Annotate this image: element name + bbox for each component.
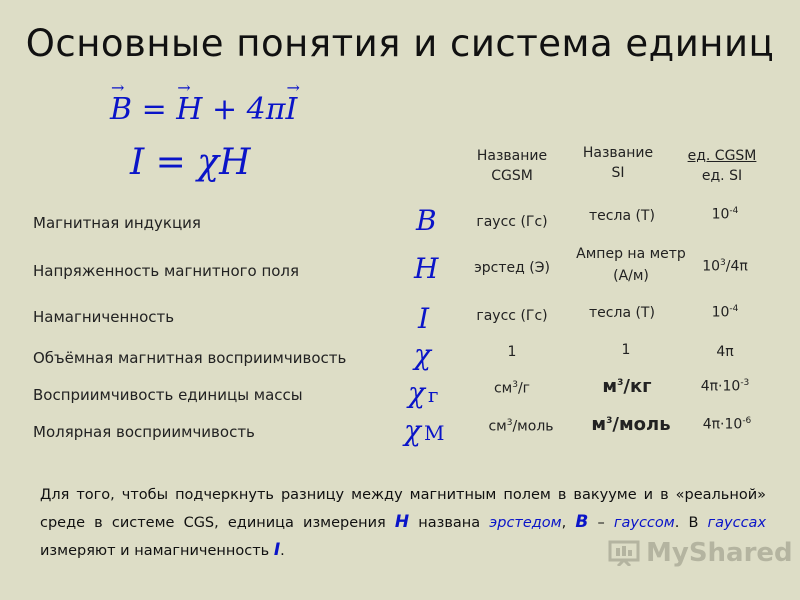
vector-i: → I xyxy=(285,92,297,127)
cgsm-unit: гаусс (Гс) xyxy=(476,214,548,230)
para-symbol-b: В xyxy=(575,512,589,532)
unit-exp: 3 xyxy=(617,378,624,388)
header-ratio xyxy=(672,146,772,186)
para-term-gauss: гауссом xyxy=(613,515,675,531)
para-text: . xyxy=(280,543,285,559)
chi-glyph: χ xyxy=(404,414,421,447)
para-text: , xyxy=(561,515,576,531)
header-cgsm xyxy=(462,146,562,186)
plus-4pi: + 4π xyxy=(202,92,286,127)
si-unit: тесла (Т) xyxy=(589,305,655,321)
header-cgsm-line2: CGSM xyxy=(491,168,533,184)
unit-exp: 3 xyxy=(506,418,513,428)
chi-subscript: г xyxy=(427,383,439,407)
unit-tail: /моль xyxy=(512,418,554,435)
para-text: Для того, чтобы подчеркнуть разницу между магнитным полем в вакууме и в «реальной» среде в системе CGS, единица измерения xyxy=(40,487,766,531)
unit-tail: /моль xyxy=(612,414,671,435)
unit-base: см xyxy=(493,380,513,397)
ratio xyxy=(680,304,770,321)
unit-tail: /кг xyxy=(623,376,652,397)
formula-b-h-i xyxy=(110,92,297,127)
row-label: Напряженность магнитного поля xyxy=(33,262,300,280)
header-si xyxy=(568,143,668,183)
unit-tail: /г xyxy=(517,380,531,397)
si-unit xyxy=(572,376,682,397)
para-text: – xyxy=(588,515,614,531)
row-label: Намагниченность xyxy=(33,308,175,326)
cgsm-unit: гаусс (Гс) xyxy=(476,308,548,324)
chi-glyph: χ xyxy=(408,376,425,409)
ratio xyxy=(680,378,770,395)
formula-i-chi-h: I = χH xyxy=(130,142,251,183)
ratio-base: 10 xyxy=(711,304,730,321)
header-si-line1: Название xyxy=(582,145,654,161)
ratio-base: 4π·10 xyxy=(700,378,741,395)
ratio-base: 10 xyxy=(702,258,721,275)
row-label: Молярная восприимчивость xyxy=(33,423,255,441)
header-cgsm-line1: Название xyxy=(476,148,548,164)
row-label: Восприимчивость единицы массы xyxy=(33,386,303,404)
ratio-exp: -6 xyxy=(742,416,752,426)
ratio xyxy=(680,344,770,360)
ratio xyxy=(680,258,770,275)
ratio-exp: -4 xyxy=(729,304,739,314)
para-text: измеряют и намагниченность xyxy=(40,543,274,559)
ratio-exp: -3 xyxy=(740,378,750,388)
unit-base: м xyxy=(602,376,618,397)
ratio-exp: -4 xyxy=(729,206,739,216)
para-term-gauss: гауссах xyxy=(707,515,767,531)
symbol-b: B xyxy=(416,204,437,237)
ratio-base: 4π xyxy=(716,344,734,360)
si-unit: Ампер на метр (А/м) xyxy=(576,246,686,284)
cgsm-unit xyxy=(462,380,562,397)
row-label: Магнитная индукция xyxy=(33,214,201,232)
equals-sign: = xyxy=(132,92,177,127)
symbol-h: H xyxy=(414,252,439,285)
vector-b: → B xyxy=(110,92,132,127)
ratio-base: 10 xyxy=(711,206,730,223)
cgsm-unit: эрстед (Э) xyxy=(474,260,550,276)
header-si-line2: SI xyxy=(611,165,625,181)
para-symbol-i: I xyxy=(273,540,281,560)
presentation-icon xyxy=(608,540,640,566)
symbol-chi-mass xyxy=(408,376,438,409)
unit-base: м xyxy=(591,414,607,435)
unit-base: см xyxy=(488,418,507,435)
symbol-chi-molar xyxy=(404,414,444,447)
unit-exp: 3 xyxy=(512,380,518,390)
para-text: названа xyxy=(409,515,490,531)
row-label: Объёмная магнитная восприимчивость xyxy=(33,349,347,367)
vector-h: → H xyxy=(176,92,202,127)
para-text: . В xyxy=(674,515,708,531)
symbol-i: I xyxy=(418,302,430,335)
ratio-tail: /4π xyxy=(725,258,748,275)
para-symbol-h: Н xyxy=(394,512,410,532)
ratio-base: 4π·10 xyxy=(702,416,743,433)
ratio xyxy=(682,416,772,433)
slide-title: Основные понятия и система единиц xyxy=(25,22,775,65)
si-unit: тесла (Т) xyxy=(589,208,655,224)
para-term-oersted: эрстедом xyxy=(489,515,562,531)
ratio-exp: 3 xyxy=(720,258,726,268)
ratio xyxy=(680,206,770,223)
chi-subscript: М xyxy=(423,421,445,445)
symbol-chi: χ xyxy=(414,338,431,371)
si-unit: 1 xyxy=(621,342,631,358)
header-ratio-line1: ед. CGSM xyxy=(687,148,757,164)
logo-text: MyShared xyxy=(646,538,793,568)
cgsm-unit: 1 xyxy=(507,344,517,360)
header-ratio-line2: ед. SI xyxy=(701,168,743,184)
cgsm-unit xyxy=(466,418,576,435)
si-unit xyxy=(576,414,686,435)
watermark-logo xyxy=(608,538,793,568)
unit-exp: 3 xyxy=(606,416,613,426)
